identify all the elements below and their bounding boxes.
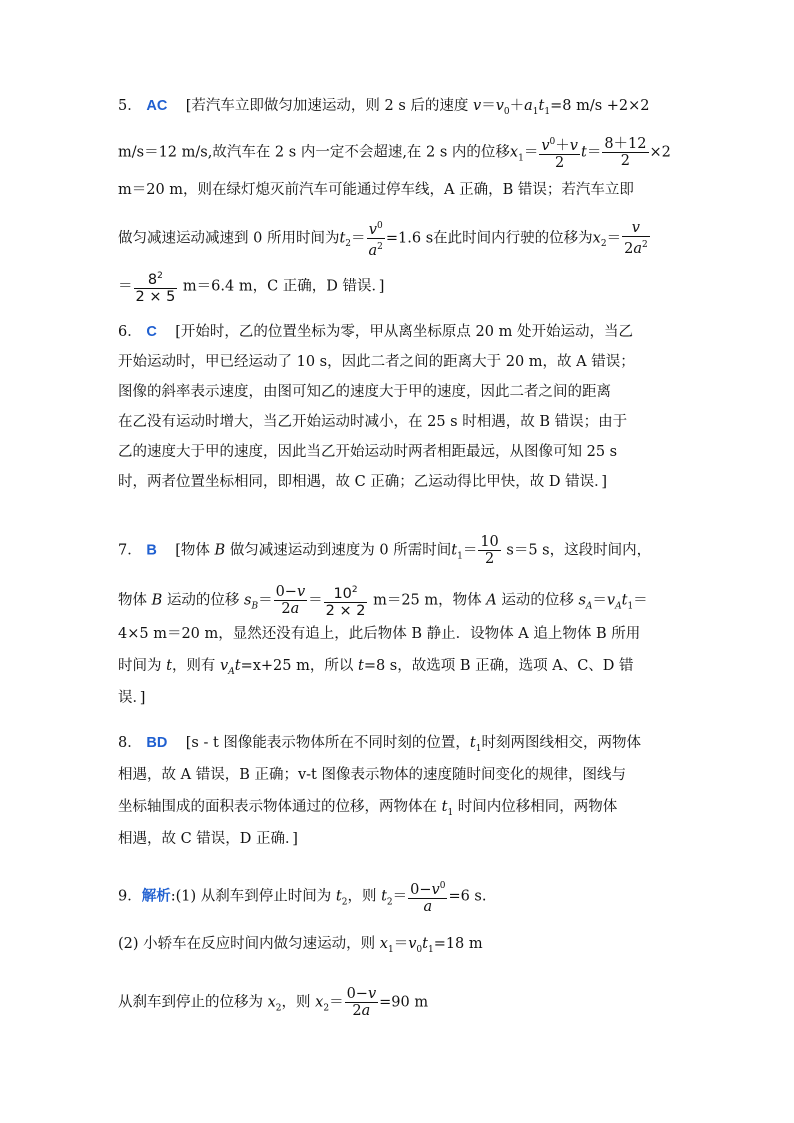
q6-text-5: 乙的速度大于甲的速度，因此当乙开始运动时两者相距最远，从图像可知 25 s [118, 444, 618, 460]
q8-text-2: 相遇，故 A 错误，B 正确；v-t 图像表示物体的速度随时间变化的规律，图线与 [118, 767, 626, 783]
q7-text-1: [物体 [175, 542, 210, 559]
q7-text-1c: s＝5 s，这段时间内， [506, 542, 652, 559]
q5-text-2: m/s＝12 m/s,故汽车在 2 s 内一定不会超速,在 2 s 内的位移 [118, 144, 510, 161]
q8-text-4: 相遇，故 C 错误，D 正确．] [118, 831, 298, 847]
q6-line-1 [118, 322, 633, 342]
q7-text-2b: 运动的位移 [166, 592, 240, 609]
q9-line-3: 从刹车到停止的位移为 $x_2$，则 $x_2=$ $\frac{0-v}{2a}$ =90 m [118, 986, 429, 1019]
q6-text-3: 图像的斜率表示速度，由图可知乙的速度大于甲的速度，因此二者之间的距离 [118, 384, 611, 400]
fraction: $\frac{v^0}{a^2}$ [368, 221, 383, 259]
q9-text-3: 从刹车到停止的位移为 [118, 994, 263, 1011]
q6-text-2: 开始运动时，甲已经运动了 10 s，因此二者之间的距离大于 20 m，故 A 错误； [118, 354, 635, 370]
q9-text-3b: ，则 [281, 994, 311, 1011]
q5-line-5: ＝ $\frac{8^2}{2 \times 5}$ m＝6.4 m，C 正确，D 错误．] [118, 268, 384, 305]
question-number: 7． [118, 542, 142, 559]
q9-text-1b: ，则 [347, 888, 377, 905]
question-number: 9． [118, 888, 142, 905]
question-number: 8． [118, 735, 142, 751]
q5-line-3 [118, 180, 634, 200]
q7-line-4: 时间为 t，则有 $v_At=x+25$ m，所以 t=8 s，故选项 B 正确，选项 A、C、D 错 [118, 658, 634, 677]
q9-text-1c: =6 s. [448, 888, 487, 905]
q7-text-2: 物体 [118, 592, 147, 609]
q9-text-3c: =90 m [379, 994, 429, 1011]
q9-text-1: :(1) 从刹车到停止时间为 [170, 888, 332, 905]
q9-text-2b: =18 m [433, 936, 483, 952]
q7-line-2: 物体 B 运动的位移 $s_B=$ $\frac{0-v}{2a}$ ＝ $\frac{10^2}{2 \times 2}$ m＝25 m，物体 A 运动的位移 $s_A=v_At_1=$ [118, 583, 648, 619]
q5-text-1: [若汽车立即做匀加速运动，则 2 s 后的速度 [185, 98, 469, 114]
q5-line-1: 5． AC [若汽车立即做匀加速运动，则 2 s 后的速度 $v=v_0+a_1t_1=8$ m/s +2×2 [118, 98, 650, 117]
question-number: 5． [118, 98, 142, 114]
q5-text-1b: =8 m/s +2×2 [550, 98, 650, 114]
q8-line-1: 8． BD [s - t 图像能表示物体所在不同时刻的位置，$t_1$时刻两图线相交，两物体 [118, 735, 641, 754]
fraction: $\frac{8^2}{2 \times 5}$ [135, 271, 176, 305]
q9-line-1: 9．解析:(1) 从刹车到停止时间为 $t_2$，则 $t_2=$ $\frac{0-v^0}{a}$ =6 s. [118, 878, 486, 915]
q6-text-1: [开始时，乙的位置坐标为零，甲从离坐标原点 20 m 处开始运动，当乙 [175, 324, 633, 340]
fraction: $\frac{0-v^0}{a}$ [410, 881, 446, 915]
q7-text-5: 误．] [118, 690, 146, 706]
fraction: $\frac{10^2}{2 \times 2}$ [325, 585, 366, 619]
fraction: $\frac{v^0+v}{2}$ [541, 137, 578, 171]
answer-key: AC [146, 98, 168, 114]
fraction: $\frac{10}{2}$ [480, 534, 499, 567]
fraction: $\frac{8+12}{2}$ [604, 135, 647, 169]
q8-text-1b: 时刻两图线相交，两物体 [481, 735, 641, 751]
q7-text-3: 4×5 m＝20 m，显然还没有追上，此后物体 B 静止．设物体 A 追上物体 B 所用 [118, 626, 641, 642]
q8-text-3b: 时间内位移相同，两物体 [457, 799, 618, 815]
q7-line-1: 7． B [物体 B 做匀减速运动到速度为 0 所需时间$t_1=$ $\frac{10}{2}$ s＝5 s，这段时间内， [118, 534, 652, 567]
q7-text-4c: =x+25 m，所以 [240, 658, 354, 674]
q8-text-3: 坐标轴围成的面积表示物体通过的位移，两物体在 [118, 799, 437, 815]
q9-line-2: (2) 小轿车在反应时间内做匀速运动，则 $x_1=v_0t_1=18$ m [118, 936, 483, 955]
q9-text-2: (2) 小轿车在反应时间内做匀速运动，则 [118, 936, 376, 952]
q6-text-6: 时，两者位置坐标相同，即相遇，故 C 正确；乙运动得比甲快，故 D 错误．] [118, 474, 608, 490]
answer-key: C [146, 324, 157, 340]
fraction: $\frac{0-v}{2a}$ [346, 986, 377, 1019]
q5-line-4: 做匀减速运动减速到 0 所用时间为$t_2=$ $\frac{v^0}{a^2}$ =1.6 s在此时间内行驶的位移为$x_2=$ $\frac{v}{2a^2}$ [118, 219, 648, 259]
answer-key: B [146, 542, 157, 559]
q5-text-5: m＝6.4 m，C 正确，D 错误．] [178, 278, 385, 295]
q7-text-2d: 运动的位移 [501, 592, 574, 609]
q5-text-4: 做匀减速运动减速到 0 所用时间为 [118, 230, 340, 247]
q7-text-4b: ，则有 [171, 658, 216, 674]
q8-line-3: 坐标轴围成的面积表示物体通过的位移，两物体在 $t_1$ 时间内位移相同，两物体 [118, 799, 618, 818]
q5-line-2: m/s＝12 m/s,故汽车在 2 s 内一定不会超速,在 2 s 内的位移$x_1=$ $\frac{v^0+v}{2}$ t＝ $\frac{8+12}{2}$ ×2 [118, 135, 671, 171]
q5-text-2b: ×2 [649, 144, 671, 161]
q5-text-3: m＝20 m，则在绿灯熄灭前汽车可能通过停车线，A 正确，B 错误；若汽车立即 [118, 182, 634, 198]
q6-text-4: 在乙没有运动时增大，当乙开始运动时减小，在 25 s 时相遇，故 B 错误；由于 [118, 414, 628, 430]
answer-label: 解析 [141, 888, 171, 905]
q8-text-1: [s - t 图像能表示物体所在不同时刻的位置， [185, 735, 470, 751]
fraction: $\frac{0-v}{2a}$ [275, 583, 306, 617]
q7-text-4: 时间为 [118, 658, 162, 674]
q7-text-1b: 做匀减速运动到速度为 0 所需时间 [229, 542, 452, 559]
fraction: $\frac{v}{2a^2}$ [624, 219, 648, 257]
answer-key: BD [146, 735, 168, 751]
q5-text-4b: =1.6 s在此时间内行驶的位移为 [385, 230, 593, 247]
question-number: 6． [118, 324, 142, 340]
q7-text-2c: m＝25 m，物体 [373, 592, 482, 609]
q7-text-4d: =8 s，故选项 B 正确，选项 A、C、D 错 [363, 658, 634, 674]
